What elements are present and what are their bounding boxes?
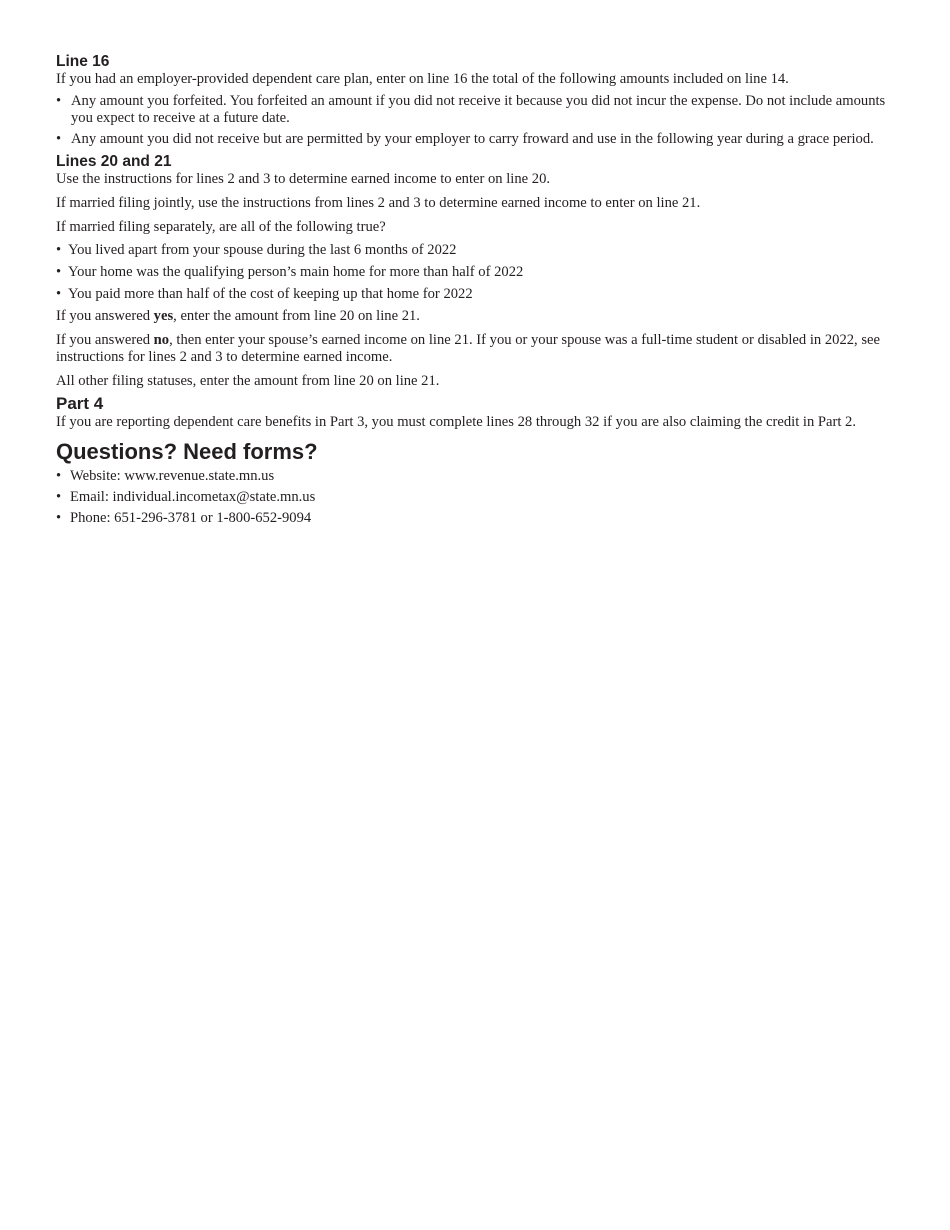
email-item: • Email: individual.incometax@state.mn.us bbox=[56, 489, 906, 506]
line16-list bbox=[56, 93, 906, 148]
website-item: • Website: www.revenue.state.mn.us bbox=[56, 468, 906, 485]
other-statuses-paragraph: All other filing statuses, enter the amount from line 20 on line 21. bbox=[56, 373, 440, 389]
answer-yes-pre: If you answered bbox=[56, 308, 154, 324]
answer-yes-post: , enter the amount from line 20 on line 21. bbox=[173, 308, 420, 324]
document-page bbox=[56, 52, 906, 531]
list-item: • Your home was the qualifying person’s main home for more than half of 2022 bbox=[56, 264, 906, 281]
list-item: • You paid more than half of the cost of keeping up that home for 2022 bbox=[56, 286, 906, 303]
answer-yes-paragraph bbox=[56, 308, 906, 325]
questions-heading: Questions? Need forms? bbox=[56, 439, 318, 464]
part4-text: If you are reporting dependent care benefits in Part 3, you must complete lines 28 through 32 if you are also claiming the credit in Part 2. bbox=[56, 414, 856, 430]
line16-intro: If you had an employer-provided dependent care plan, enter on line 16 the total of the following amounts included on line 14. bbox=[56, 71, 789, 87]
list-item: • Any amount you did not receive but are permitted by your employer to carry froward and use in the following year during a grace period. bbox=[56, 131, 906, 148]
phone-item: • Phone: 651-296-3781 or 1-800-652-9094 bbox=[56, 510, 906, 527]
answer-no-bold: no bbox=[153, 332, 170, 348]
married-separately-list bbox=[56, 242, 906, 303]
lines20-21-p2: If married filing jointly, use the instructions from lines 2 and 3 to determine earned income to enter on line 21. bbox=[56, 195, 701, 211]
part4-heading: Part 4 bbox=[56, 394, 104, 413]
contact-list bbox=[56, 468, 906, 527]
list-item: • Any amount you forfeited. You forfeited an amount if you did not receive it because you did not incur the expense. Do not include amounts you expect to receive at a future date. bbox=[56, 93, 906, 127]
answer-no-paragraph bbox=[56, 332, 906, 366]
line16-heading: Line 16 bbox=[56, 53, 110, 70]
lines20-21-p3: If married filing separately, are all of the following true? bbox=[56, 219, 386, 235]
lines20-21-heading: Lines 20 and 21 bbox=[56, 153, 172, 170]
lines20-21-p1: Use the instructions for lines 2 and 3 to determine earned income to enter on line 20. bbox=[56, 171, 551, 187]
list-item: • You lived apart from your spouse during the last 6 months of 2022 bbox=[56, 242, 906, 259]
answer-no-post: , then enter your spouse’s earned income on line 21. If you or your spouse was a full-time student or disabled in 2022, see instructions for lines 2 and 3 to determine earned income. bbox=[56, 332, 880, 365]
answer-yes-bold: yes bbox=[153, 308, 174, 324]
answer-no-pre: If you answered bbox=[56, 332, 154, 348]
